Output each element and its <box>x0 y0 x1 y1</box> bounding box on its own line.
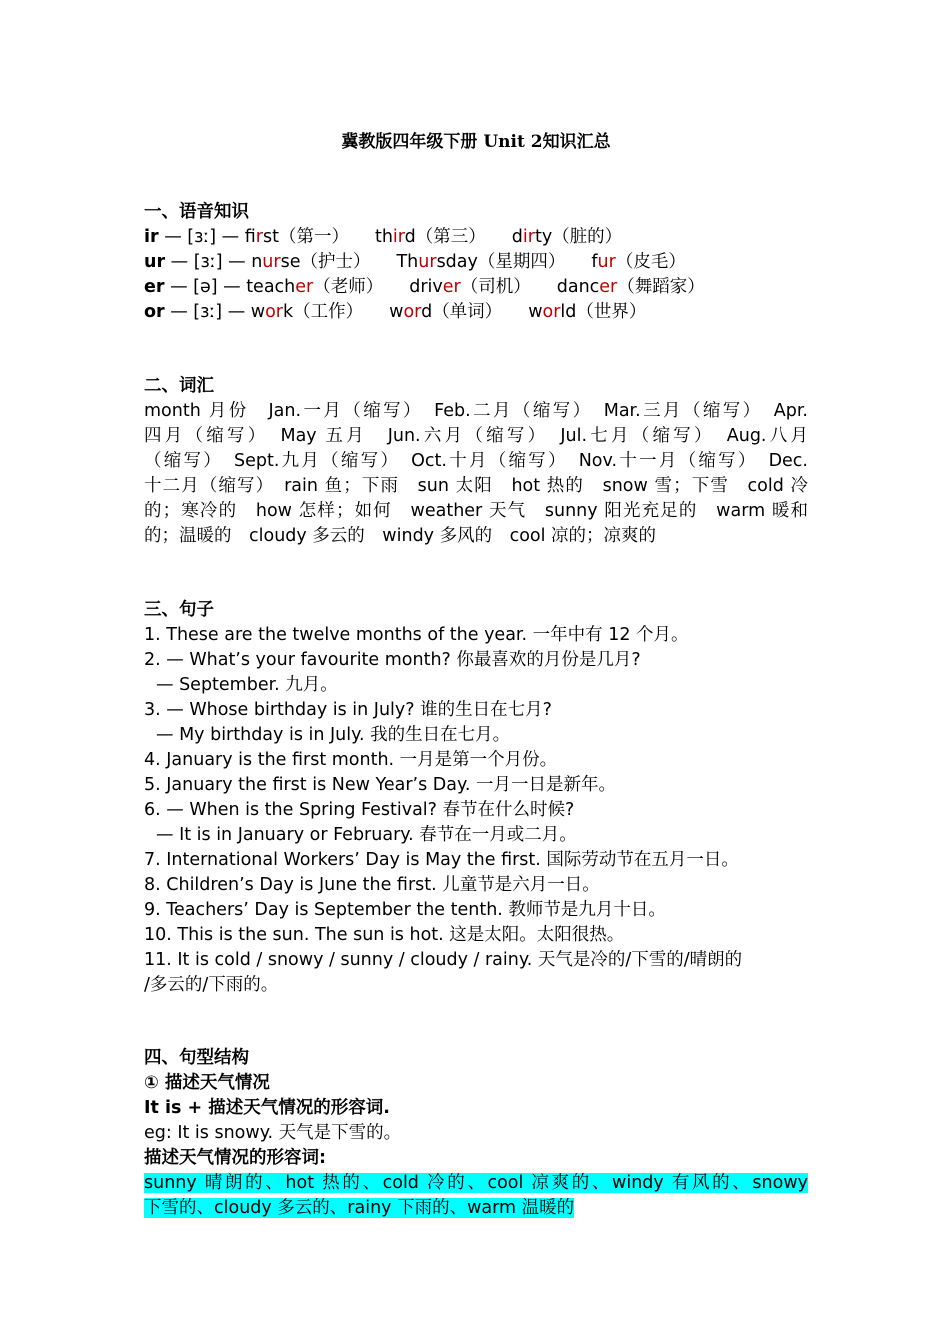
vocab-line: （缩写） Sept.九月（缩写） Oct.十月（缩写） Nov.十一月（缩写） Dec. <box>144 451 808 471</box>
sentences-section <box>144 598 808 998</box>
phonics-word-post: ty <box>534 227 553 247</box>
phonics-word-hl: ir <box>392 227 405 247</box>
structure-example: eg: It is snowy. 天气是下雪的。 <box>144 1123 402 1143</box>
phonics-row <box>144 275 808 300</box>
phonics-key: or <box>144 302 165 322</box>
adjective-label: 描述天气情况的形容词: <box>144 1148 326 1168</box>
phonics-row <box>144 250 808 275</box>
phonics-word-hl: ur <box>418 252 437 272</box>
sentence-line: 2. — What’s your favourite month? 你最喜欢的月份是几月? <box>144 650 641 670</box>
phonics-word-pre: driv <box>409 277 443 297</box>
phonics-word-cn: （工作） <box>293 302 364 322</box>
structure-heading: 四、句型结构 <box>144 1048 249 1068</box>
phonics-word-hl: ur <box>597 252 616 272</box>
phonics-word-cn: （老师） <box>313 277 384 297</box>
phonics-word <box>591 252 685 272</box>
phonics-word-post: d <box>421 302 433 322</box>
phonics-word <box>396 252 565 272</box>
phonics-word-pre: Th <box>396 252 419 272</box>
sentence-line: 4. January is the first month. 一月是第一个月份。 <box>144 750 558 770</box>
phonics-word-post: k <box>283 302 294 322</box>
sentence-line: 7. International Workers’ Day is May the first. 国际劳动节在五月一日。 <box>144 850 739 870</box>
phonics-word-cn: （司机） <box>460 277 531 297</box>
phonics-word-pre: th <box>374 227 393 247</box>
sentence-line: 9. Teachers’ Day is September the tenth. 教师节是九月十日。 <box>144 900 666 920</box>
phonics-word-hl: er <box>295 277 314 297</box>
phonics-word-cn: （第一） <box>278 227 349 247</box>
vocab-line: 的；寒冷的 how 怎样；如何 weather 天气 sunny 阳光充足的 warm 暖和 <box>144 501 808 521</box>
phonics-word-cn: （单词） <box>432 302 503 322</box>
structure-subheading: ① 描述天气情况 <box>144 1073 270 1093</box>
phonics-heading: 一、语音知识 <box>144 202 249 222</box>
document-title: 冀教版四年级下册 Unit 2知识汇总 <box>341 132 611 152</box>
vocab-line: 的；温暖的 cloudy 多云的 windy 多风的 cool 凉的；凉爽的 <box>144 526 657 546</box>
phonics-word-post: ld <box>560 302 577 322</box>
phonics-word-cn: （星期四） <box>477 252 566 272</box>
phonics-word-cn: （脏的） <box>552 227 623 247</box>
phonics-word-pre: w <box>389 302 404 322</box>
phonics-word-pre: n <box>251 252 263 272</box>
vocab-line: month 月份 Jan.一月（缩写） Feb.二月（缩写） Mar.三月（缩写） Apr. <box>144 401 808 421</box>
phonics-word-cn: （皮毛） <box>615 252 686 272</box>
highlight: 下雪的、cloudy 多云的、rainy 下雨的、warm 温暖的 <box>144 1198 575 1218</box>
highlight: sunny 晴朗的、hot 热的、cold 冷的、cool 凉爽的、windy 有风的、snowy <box>144 1173 808 1193</box>
sentence-line: /多云的/下雨的。 <box>144 975 279 995</box>
phonics-word-hl: ur <box>262 252 281 272</box>
structure-section <box>144 1046 808 1221</box>
phonics-word-pre: teach <box>246 277 296 297</box>
phonics-section <box>144 200 808 325</box>
phonics-word <box>245 227 349 247</box>
phonics-word-pre: w <box>528 302 543 322</box>
phonics-word-post: d <box>404 227 416 247</box>
vocab-heading: 二、词汇 <box>144 376 214 396</box>
phonics-word <box>512 227 622 247</box>
phonics-word-cn: （第三） <box>415 227 486 247</box>
sentence-line: 11. It is cold / snowy / sunny / cloudy / rainy. 天气是冷的/下雪的/晴朗的 <box>144 950 743 970</box>
phonics-word-hl: or <box>542 302 561 322</box>
sentence-line: — My birthday is in July. 我的生日在七月。 <box>156 725 511 745</box>
phonics-word <box>251 252 370 272</box>
sentences-heading: 三、句子 <box>144 600 214 620</box>
phonics-key: ir <box>144 227 159 247</box>
phonics-word-hl: er <box>442 277 461 297</box>
phonics-word-cn: （舞蹈家） <box>617 277 705 297</box>
sentence-line: 1. These are the twelve months of the year. 一年中有 12 个月。 <box>144 625 689 645</box>
phonics-word-post: sday <box>436 252 478 272</box>
vocab-line: 十二月（缩写） rain 鱼；下雨 sun 太阳 hot 热的 snow 雪；下雪 cold 冷 <box>144 476 808 496</box>
phonics-ipa: — [ə] — <box>164 277 247 297</box>
phonics-word-post: st <box>262 227 279 247</box>
sentence-line: 3. — Whose birthday is in July? 谁的生日在七月? <box>144 700 552 720</box>
phonics-word-hl: or <box>265 302 283 322</box>
phonics-row <box>144 300 808 325</box>
phonics-word-hl: ir <box>255 227 263 247</box>
phonics-word <box>409 277 531 297</box>
sentence-line: 6. — When is the Spring Festival? 春节在什么时候? <box>144 800 575 820</box>
phonics-word-pre: f <box>591 252 598 272</box>
sentence-line: 8. Children’s Day is June the first. 儿童节是六月一日。 <box>144 875 600 895</box>
phonics-ipa: — [ɜː] — <box>165 252 252 272</box>
phonics-word-hl: or <box>403 302 422 322</box>
vocab-section <box>144 374 808 549</box>
phonics-word <box>375 227 486 247</box>
phonics-ipa: — [ɜː] — <box>158 227 245 247</box>
phonics-key: er <box>144 277 165 297</box>
structure-pattern: It is + 描述天气情况的形容词. <box>144 1098 390 1118</box>
phonics-word <box>389 302 502 322</box>
adjective-list-line <box>144 1196 808 1221</box>
phonics-word-cn: （世界） <box>576 302 647 322</box>
phonics-word-pre: w <box>250 302 266 322</box>
phonics-word-post: se <box>280 252 301 272</box>
sentence-line: 5. January the first is New Year’s Day. 一月一日是新年。 <box>144 775 616 795</box>
sentence-line: — It is in January or February. 春节在一月或二月。 <box>156 825 577 845</box>
sentence-line: 10. This is the sun. The sun is hot. 这是太阳。太阳很热。 <box>144 925 625 945</box>
phonics-word-pre: danc <box>556 277 600 297</box>
phonics-word-pre: f <box>244 227 256 247</box>
sentence-line: — September. 九月。 <box>156 675 338 695</box>
phonics-key: ur <box>144 252 166 272</box>
phonics-word <box>246 277 383 297</box>
phonics-ipa: — [ɜː] — <box>164 302 251 322</box>
vocab-line: 四月（缩写） May 五月 Jun.六月（缩写） Jul.七月（缩写） Aug.八月 <box>144 426 808 446</box>
phonics-word-hl: ir <box>522 227 535 247</box>
phonics-word-pre: d <box>511 227 523 247</box>
phonics-word <box>528 302 646 322</box>
phonics-word-cn: （护士） <box>300 252 371 272</box>
phonics-word <box>251 302 363 322</box>
phonics-word-hl: er <box>599 277 618 297</box>
adjective-list-line <box>144 1171 808 1196</box>
phonics-row <box>144 225 808 250</box>
phonics-word <box>557 277 705 297</box>
phonics-rows <box>144 225 808 325</box>
